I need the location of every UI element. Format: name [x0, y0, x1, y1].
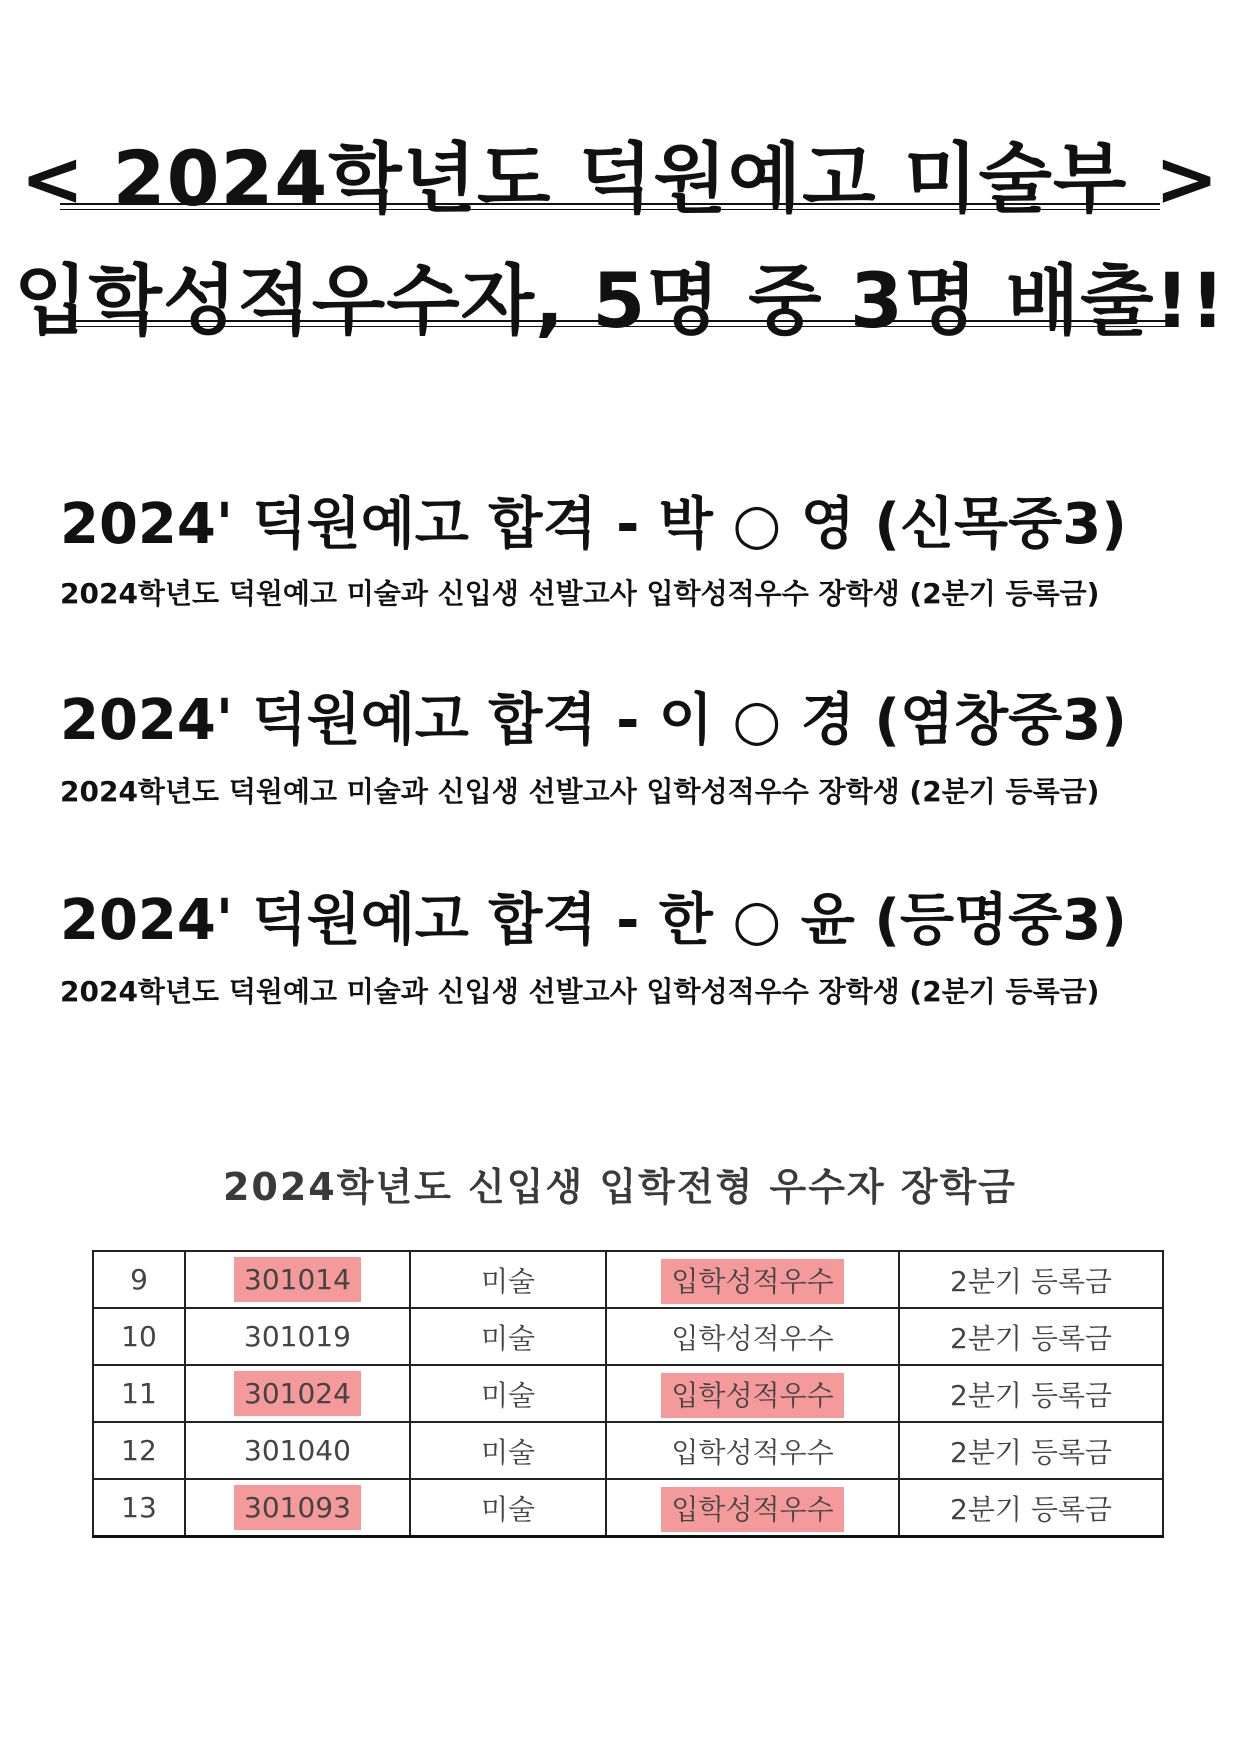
table-row: [93, 1308, 1163, 1365]
department-cell: [410, 1422, 606, 1479]
student-id-cell-text: 301019: [244, 1320, 351, 1353]
award-cell-text: 2분기 등록금: [950, 1321, 1112, 1355]
scholarship-table: [92, 1250, 1164, 1538]
entry-heading: 2024' 덕원예고 합격 - 한 ○ 윤 (등명중3): [60, 888, 1127, 953]
entry-heading: 2024' 덕원예고 합격 - 박 ○ 영 (신목중3): [60, 492, 1127, 557]
department-cell: [410, 1479, 606, 1537]
scholarship-type-cell: [606, 1479, 899, 1537]
table-row: [93, 1365, 1163, 1422]
student-id-cell: [185, 1308, 410, 1365]
table-row: [93, 1479, 1163, 1537]
row-number-cell: [93, 1422, 185, 1479]
title-1-underline-bottom: [60, 209, 1160, 210]
department-cell: [410, 1365, 606, 1422]
table-row: [93, 1422, 1163, 1479]
scholarship-type-cell-text: 입학성적우수: [661, 1487, 843, 1532]
title-line-2: 입학성적우수자, 5명 중 3명 배출!!: [14, 256, 1226, 345]
row-number-cell-text: 11: [121, 1377, 157, 1410]
entry-description: 2024학년도 덕원예고 미술과 신입생 선발고사 입학성적우수 장학생 (2분기 등록금): [60, 975, 1100, 1008]
department-cell: [410, 1308, 606, 1365]
row-number-cell-text: 9: [130, 1263, 148, 1296]
row-number-cell-text: 13: [121, 1491, 157, 1524]
row-number-cell: [93, 1251, 185, 1308]
department-cell-text: 미술: [480, 1321, 536, 1355]
student-id-cell-text: 301024: [234, 1371, 361, 1416]
award-cell-text: 2분기 등록금: [950, 1378, 1112, 1412]
row-number-cell: [93, 1308, 185, 1365]
student-id-cell: [185, 1422, 410, 1479]
scholarship-type-cell: [606, 1422, 899, 1479]
award-cell-text: 2분기 등록금: [950, 1492, 1112, 1526]
entry-heading: 2024' 덕원예고 합격 - 이 ○ 경 (염창중3): [60, 688, 1127, 753]
department-cell-text: 미술: [480, 1435, 536, 1469]
scholarship-type-cell-text: 입학성적우수: [671, 1435, 834, 1469]
student-id-cell-text: 301014: [234, 1257, 361, 1302]
scholarship-type-cell: [606, 1308, 899, 1365]
row-number-cell: [93, 1365, 185, 1422]
scholarship-type-cell-text: 입학성적우수: [671, 1321, 834, 1355]
award-cell: [899, 1479, 1163, 1537]
row-number-cell-text: 10: [121, 1320, 157, 1353]
award-cell: [899, 1251, 1163, 1308]
scholarship-type-cell: [606, 1365, 899, 1422]
student-id-cell: [185, 1365, 410, 1422]
title-line-1: < 2024학년도 덕원예고 미술부 >: [20, 134, 1220, 223]
row-number-cell: [93, 1479, 185, 1537]
student-id-cell: [185, 1251, 410, 1308]
entry-description: 2024학년도 덕원예고 미술과 신입생 선발고사 입학성적우수 장학생 (2분기 등록금): [60, 775, 1100, 808]
title-1-underline-top: [60, 203, 1160, 205]
award-cell: [899, 1308, 1163, 1365]
scholarship-type-cell-text: 입학성적우수: [661, 1373, 843, 1418]
award-cell: [899, 1365, 1163, 1422]
department-cell: [410, 1251, 606, 1308]
award-cell-text: 2분기 등록금: [950, 1435, 1112, 1469]
scholarship-type-cell: [606, 1251, 899, 1308]
entry-description: 2024학년도 덕원예고 미술과 신입생 선발고사 입학성적우수 장학생 (2분기 등록금): [60, 577, 1100, 610]
student-id-cell-text: 301040: [244, 1434, 351, 1467]
department-cell-text: 미술: [480, 1492, 536, 1526]
scholarship-table-title: 2024학년도 신입생 입학전형 우수자 장학금: [222, 1165, 1017, 1209]
student-id-cell-text: 301093: [234, 1485, 361, 1530]
title-2-underline-bottom: [75, 326, 1175, 327]
scholarship-type-cell-text: 입학성적우수: [661, 1259, 843, 1304]
table-row: [93, 1251, 1163, 1308]
row-number-cell-text: 12: [121, 1434, 157, 1467]
award-cell-text: 2분기 등록금: [950, 1264, 1112, 1298]
student-id-cell: [185, 1479, 410, 1537]
title-2-underline-top: [75, 320, 1175, 322]
department-cell-text: 미술: [480, 1378, 536, 1412]
department-cell-text: 미술: [480, 1264, 536, 1298]
award-cell: [899, 1422, 1163, 1479]
